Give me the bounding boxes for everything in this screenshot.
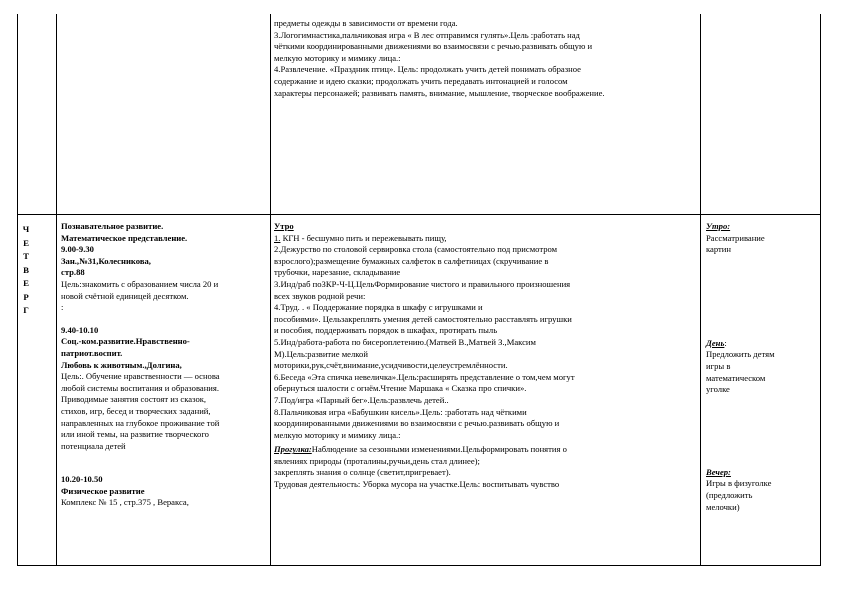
lesson2-goal-line: стихов, игр, бесед и творческих заданий, [61, 405, 211, 416]
activity-line: 6.Беседа «Эта спичка невеличка».Цель:расширять представление о том,чем могут [274, 371, 575, 382]
lesson1-goal-line: новой счётной единицей десятком. [61, 290, 189, 301]
lesson2-goal-line: Цель:. Обучение нравственности — основа [61, 371, 220, 382]
evening-label: Вечер: [706, 466, 731, 477]
day-letter: Т [23, 251, 29, 261]
right-notes-cell [706, 221, 818, 513]
left-column-divider [270, 14, 271, 566]
lesson2-goal-line: Приводимые занятия состоят из сказок, [61, 394, 207, 405]
day-label: День [706, 337, 725, 348]
activity-line: моторики,рук,счёт,внимание,усидчивости,целеустремлённости. [274, 360, 508, 371]
walk-line [274, 444, 698, 456]
lesson3-area: Физическое развитие [61, 485, 145, 496]
top-activity-line: чёткими координированными движениями во взаимосвязи с речью.развивать общую и [274, 41, 593, 52]
top-activity-line: характеры персонажей; развивать память, внимание, мышление, творческое воображение. [274, 87, 605, 98]
day-letter: Е [23, 237, 29, 248]
activity-line: обернуться шалости с огнём.Чтение Маршака « Сказка про спички». [274, 383, 527, 394]
lesson2-goal-line: любой системы воспитания и образования. [61, 382, 220, 393]
day-label-row [706, 338, 818, 350]
day-of-week-vertical [20, 223, 32, 318]
lesson1-topic: Математическое представление. [61, 232, 188, 243]
day-note: игры в [706, 360, 731, 371]
morning-header: Утро [274, 221, 294, 231]
table-border-right [820, 14, 821, 566]
activity-line: 2.Дежурство по столовой сервировка стола (самостоятельно под присмотром [274, 244, 558, 255]
lesson1-area: Познавательное развитие. [61, 221, 164, 231]
top-activity-line: содержание и идею сказки; продолжать учить передавать интонацией и голосом [274, 75, 568, 86]
lessons-cell [61, 221, 268, 509]
lesson1-page: стр.88 [61, 267, 85, 278]
table-border-bottom [17, 565, 821, 566]
activity-line: 5.Инд/работа-работа по бисероплетению.(Матвей В.,Матвей З.,Максим [274, 336, 536, 347]
activity-line: и пособия, поддерживать порядок в шкафах, протирать пыль [274, 325, 498, 336]
lesson3-time: 10.20-10.50 [61, 474, 103, 485]
lesson2-goal-line: направленных на глубокое проживание той [61, 417, 220, 428]
morning-label: Утро: [706, 221, 731, 231]
activity-line: координированными движениями во взаимосвязи с речью.развивать общую и [274, 418, 560, 429]
item-text: КГН - бесшумно пить и пережевывать пищу, [280, 232, 447, 243]
lesson3-complex: Комплекс № 15 , стр.375 , Веракса, [61, 497, 189, 508]
walk-line: Трудовая деятельность: Уборка мусора на участке.Цель: воспитывать чувство [274, 479, 560, 490]
evening-note: мелочки) [706, 501, 740, 512]
lesson2-goal-line: или иной темы, на развитие творческого [61, 429, 209, 440]
day-letter: Ч [22, 224, 30, 234]
activity-line: 3.Инд/раб поЗКР-Ч-Ц.ЦельФормирование чистого и правильного произношения [274, 278, 571, 289]
lesson2-area: патриот.воспит. [61, 347, 123, 358]
activity-line: пособиями». Цельзакреплять умения детей самостоятельно расставлять игрушки [274, 313, 572, 324]
activities-cell [274, 221, 698, 491]
day-note: Предложить детям [706, 349, 775, 360]
walk-label: Прогулка: [274, 444, 312, 455]
lesson1-goal-line: Цель:знакомить с образованием числа 20 и [61, 278, 219, 289]
row-divider [17, 214, 821, 215]
lesson2-time: 9.40-10.10 [61, 324, 99, 335]
activity-line: 8.Пальчиковая игра «Бабушкин кисель».Цель: :работать над чёткими [274, 406, 527, 417]
activity-item-1 [274, 233, 698, 245]
lesson1-colon: : [61, 302, 64, 313]
item-number: 1. [274, 232, 281, 243]
day-colon: : [724, 337, 727, 348]
activity-line: мелкую моторику и мимику лица.: [274, 429, 401, 440]
activity-line: всех звуков родной речи: [274, 290, 366, 301]
evening-note: Игры в физуголке [706, 478, 772, 489]
top-activity-line: предметы одежды в зависимости от времени года. [274, 18, 458, 28]
activity-line: трубочки, нарезание, складывание [274, 267, 401, 278]
morning-note: картин [706, 244, 731, 255]
activity-line: 4.Труд. . « Поддержание порядка в шкафу с игрушками и [274, 302, 483, 313]
lesson2-area: Соц.-ком.развитие.Нравственно- [61, 336, 190, 347]
top-activity-line: 4.Развлечение. «Праздник птиц». Цель: продолжать учить детей понимать образное [274, 64, 581, 75]
lesson2-goal-line: потенциала детей [61, 440, 126, 451]
top-activities-cell [274, 18, 698, 99]
day-note: уголке [706, 384, 730, 395]
activity-line: М).Цель:развитие мелкой [274, 348, 368, 359]
lesson2-book: Любовь к животным.,Долгина, [61, 359, 182, 370]
walk-line: закреплять знания о солнце (светит,пригревает). [274, 467, 451, 478]
evening-note: (предложить [706, 489, 753, 500]
table-border-left [17, 14, 18, 566]
walk-text: Наблюдение за сезонными изменениями.Цельформировать понятия о [311, 444, 567, 455]
top-activity-line: мелкую моторику и мимику лица.: [274, 52, 401, 63]
day-note: математическом [706, 372, 766, 383]
day-column-divider [56, 14, 57, 566]
morning-note: Рассматривание [706, 232, 765, 243]
walk-line: явлениях природы (проталины,ручьи,день стал длинее); [274, 455, 480, 466]
middle-column-divider [700, 14, 701, 566]
activity-line: 7.Под/игра «Парный бег».Цель:развлечь детей.. [274, 394, 449, 405]
lesson1-time: 9.00-9.30 [61, 244, 94, 255]
day-letter: Р [23, 291, 29, 302]
day-letter: Г [23, 305, 29, 315]
lesson1-source: Зан.,№31,Колесникова, [61, 255, 151, 266]
day-letter: Е [23, 278, 29, 288]
activity-line: взрослого);размещение бумажных салфеток в салфетницах (скручивание в [274, 255, 549, 266]
top-activity-line: 3.Логогимнастика,пальчиковая игра « В лес отправимся гулять».Цель :работать над [274, 29, 580, 40]
day-letter: В [23, 264, 29, 275]
